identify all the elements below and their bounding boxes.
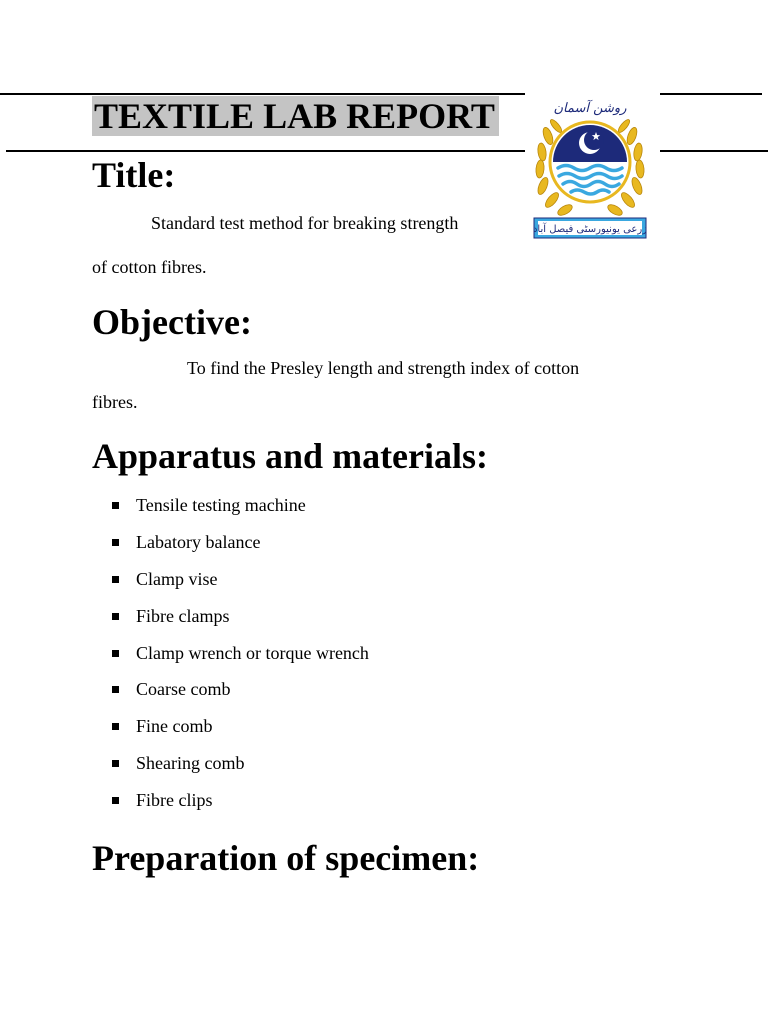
bullet-icon (112, 797, 119, 804)
logo-banner-text: زرعی یونیورسٹی فیصل آباد (532, 224, 648, 235)
list-item (112, 752, 369, 789)
header-rule-bottom-right (660, 150, 768, 152)
title-heading: Title: (92, 155, 176, 195)
logo-motto-text: روشن آسمان (553, 101, 627, 116)
bullet-icon (112, 539, 119, 546)
bullet-icon (112, 502, 119, 509)
list-item-text: Fine comb (136, 716, 213, 737)
list-item (112, 789, 369, 826)
list-item-text: Tensile testing machine (136, 495, 306, 515)
bullet-icon (112, 576, 119, 583)
list-item-text: Shearing comb (136, 753, 245, 774)
apparatus-list (112, 494, 369, 826)
title-text-line1: Standard test method for breaking strength (151, 213, 459, 233)
bullet-icon (112, 613, 119, 620)
bullet-icon (112, 723, 119, 730)
list-item-text: Clamp vise (136, 568, 218, 589)
objective-text-line1: To find the Presley length and strength index of cotton (187, 358, 580, 378)
objective-heading: Objective: (92, 302, 252, 342)
list-item (112, 605, 369, 642)
header-rule-bottom-left (6, 150, 525, 152)
list-item-text: Coarse comb (136, 679, 231, 700)
list-item-text: Fibre clamps (136, 605, 230, 626)
list-item (112, 531, 369, 568)
objective-text-line2: fibres. (92, 392, 138, 412)
emblem-ribbon (533, 218, 647, 238)
report-title: TEXTILE LAB REPORT (92, 96, 499, 136)
list-item (112, 568, 369, 605)
emblem-shield (550, 122, 630, 202)
list-item (112, 715, 369, 752)
header-rule-top-left (0, 93, 525, 95)
preparation-heading: Preparation of specimen: (92, 838, 480, 878)
bullet-icon (112, 686, 119, 693)
list-item (112, 494, 369, 531)
bullet-icon (112, 760, 119, 767)
list-item-text: Labatory balance (136, 531, 261, 552)
header-rule-top-right (660, 93, 762, 95)
list-item-text: Fibre clips (136, 790, 213, 811)
apparatus-heading: Apparatus and materials: (92, 436, 489, 476)
university-logo (528, 96, 652, 246)
title-text-line2: of cotton fibres. (92, 257, 207, 277)
list-item-text: Clamp wrench or torque wrench (136, 642, 369, 663)
list-item (112, 642, 369, 679)
list-item (112, 678, 369, 715)
bullet-icon (112, 650, 119, 657)
